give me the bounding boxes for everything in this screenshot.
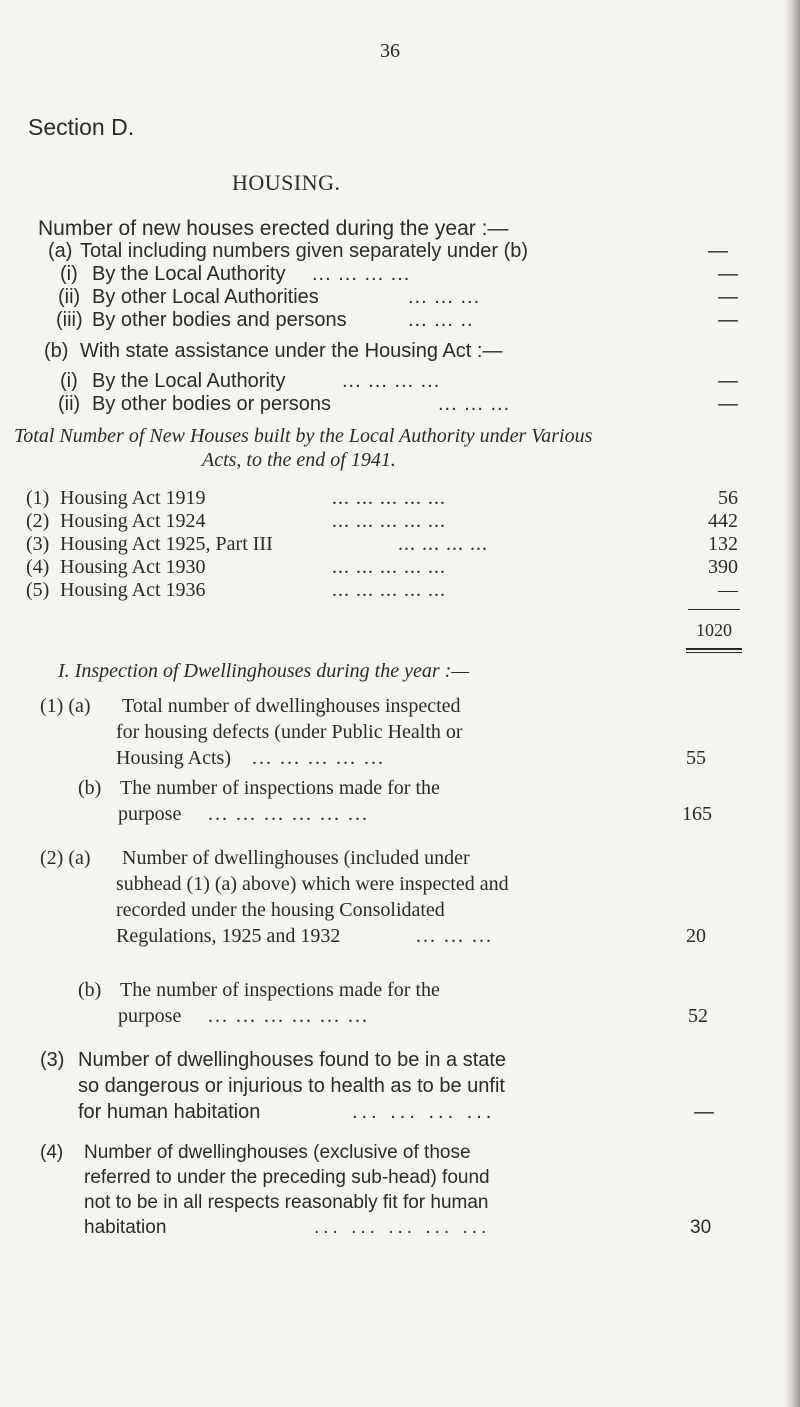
total-rule-top (688, 609, 740, 610)
item-value: — (718, 263, 738, 285)
item-text: By other Local Authorities (92, 286, 319, 308)
page-heading: HOUSING. (232, 170, 341, 195)
item-line: Number of dwellinghouses (included under (122, 847, 470, 869)
item-value: 56 (718, 487, 738, 509)
item-value: 165 (682, 803, 712, 825)
new-houses-b-item (58, 393, 738, 419)
item-line: purpose (118, 1005, 182, 1027)
item-line: The number of inspections made for the (120, 979, 440, 1001)
leader-dots: ... ... ... ... ... (252, 747, 385, 769)
item-line: referred to under the preceding sub-head) found (84, 1167, 490, 1188)
inspection-item (40, 1047, 740, 1125)
item-value: — (718, 370, 738, 392)
item-value: 20 (686, 925, 706, 947)
item-value: 442 (708, 510, 738, 532)
item-value: — (708, 240, 728, 262)
item-last-line (84, 1215, 740, 1240)
item-text: Housing Act 1924 (60, 510, 206, 532)
act-row (26, 579, 738, 605)
item-value: 30 (690, 1217, 712, 1238)
total-rule-double-2 (686, 652, 742, 653)
item-text: By other bodies or persons (92, 393, 332, 415)
intro-text: Number of new houses erected during the year :— (38, 217, 509, 240)
inspection-item (40, 775, 740, 827)
item-label: (1) (a) (40, 695, 91, 717)
item-text: By the Local Authority (92, 370, 286, 392)
item-last-line (118, 801, 740, 827)
item-value: — (718, 579, 738, 601)
item-text: Housing Act 1919 (60, 487, 206, 509)
item-value: 55 (686, 747, 706, 769)
item-last-line (116, 923, 740, 949)
item-label: (b) (44, 340, 69, 362)
item-text: By the Local Authority (92, 263, 286, 285)
item-line: Regulations, 1925 and 1932 (116, 925, 341, 947)
leader-dots: ... ... ... (416, 925, 493, 947)
leader-dots: ... ... ... ... (398, 533, 488, 555)
item-line: for housing defects (under Public Health or (116, 721, 463, 743)
leader-dots: ... ... ... ... ... (332, 579, 446, 601)
item-label: (b) (78, 979, 102, 1001)
item-label: (i) (60, 263, 78, 285)
item-line: subhead (1) (a) above) which were inspected and (116, 873, 509, 895)
total-heading-line1: Total Number of New Houses built by the Local Authority under Various (14, 425, 593, 447)
item-label: (1) (26, 487, 50, 509)
inspection-item (40, 977, 740, 1029)
item-last-line (78, 1099, 740, 1125)
leader-dots: ... ... ... ... ... (332, 510, 446, 532)
leader-dots: ... ... ... ... ... (332, 556, 446, 578)
item-label: (b) (78, 777, 102, 799)
acts-total: 1020 (696, 620, 732, 640)
item-label: (i) (60, 370, 78, 392)
item-label: (ii) (58, 286, 81, 308)
item-value: 132 (708, 533, 738, 555)
item-text: Total including numbers given separately under (b) (80, 240, 529, 262)
new-houses-b-row (44, 340, 734, 366)
inspection-item (40, 845, 740, 949)
item-value: — (718, 393, 738, 415)
leader-dots: ... ... ... ... ... ... (208, 803, 369, 825)
item-label: (3) (40, 1049, 65, 1071)
item-line: so dangerous or injurious to health as to be unfit (78, 1075, 505, 1097)
item-label: (5) (26, 579, 50, 601)
item-label: (3) (26, 533, 50, 555)
item-text: Housing Act 1936 (60, 579, 206, 601)
total-rule-double (686, 648, 742, 650)
item-value: 390 (708, 556, 738, 578)
item-label: (2) (a) (40, 847, 91, 869)
leader-dots: ... ... .. (408, 309, 474, 331)
item-value: — (718, 286, 738, 308)
page-edge-shadow (784, 0, 800, 1407)
leader-dots: ... ... ... ... ... (332, 487, 446, 509)
item-value: — (718, 309, 738, 331)
item-label: (a) (48, 240, 73, 262)
total-heading-line2: Acts, to the end of 1941. (202, 449, 396, 471)
inspection-item (40, 1140, 740, 1240)
leader-dots: ... ... ... ... ... ... (208, 1005, 369, 1027)
item-text: By other bodies and persons (92, 309, 347, 331)
item-label: (2) (26, 510, 50, 532)
item-line: Number of dwellinghouses (exclusive of those (84, 1142, 471, 1163)
item-line: habitation (84, 1217, 167, 1238)
item-line: purpose (118, 803, 182, 825)
inspection-item (40, 693, 740, 771)
leader-dots: ... ... ... (408, 286, 481, 308)
section-title: Section D. (28, 114, 135, 140)
item-label: (iii) (56, 309, 83, 331)
item-text: Housing Act 1930 (60, 556, 206, 578)
item-line: Total number of dwellinghouses inspected (122, 695, 461, 717)
new-houses-a-item (58, 309, 738, 335)
item-label: (4) (40, 1142, 64, 1163)
item-text: With state assistance under the Housing Act :— (80, 340, 503, 362)
item-line: The number of inspections made for the (120, 777, 440, 799)
item-line: recorded under the housing Consolidated (116, 899, 445, 921)
page-number: 36 (380, 40, 400, 62)
item-value: 52 (688, 1005, 708, 1027)
leader-dots: ... ... ... ... (352, 1101, 496, 1123)
leader-dots: ... ... ... ... ... (314, 1217, 491, 1238)
leader-dots: ... ... ... ... (342, 370, 441, 392)
item-line: Housing Acts) (116, 747, 231, 769)
item-last-line (118, 1003, 740, 1029)
inspection-heading: I. Inspection of Dwellinghouses during the year :— (58, 660, 470, 682)
leader-dots: ... ... ... (438, 393, 511, 415)
item-text: Housing Act 1925, Part III (60, 533, 273, 555)
item-value: — (694, 1101, 714, 1123)
item-label: (ii) (58, 393, 81, 415)
leader-dots: ... ... ... ... (312, 263, 411, 285)
item-line: for human habitation (78, 1101, 261, 1123)
item-last-line (116, 745, 740, 771)
item-line: Number of dwellinghouses found to be in a state (78, 1049, 507, 1071)
item-label: (4) (26, 556, 50, 578)
item-line: not to be in all respects reasonably fit for human (84, 1192, 489, 1213)
